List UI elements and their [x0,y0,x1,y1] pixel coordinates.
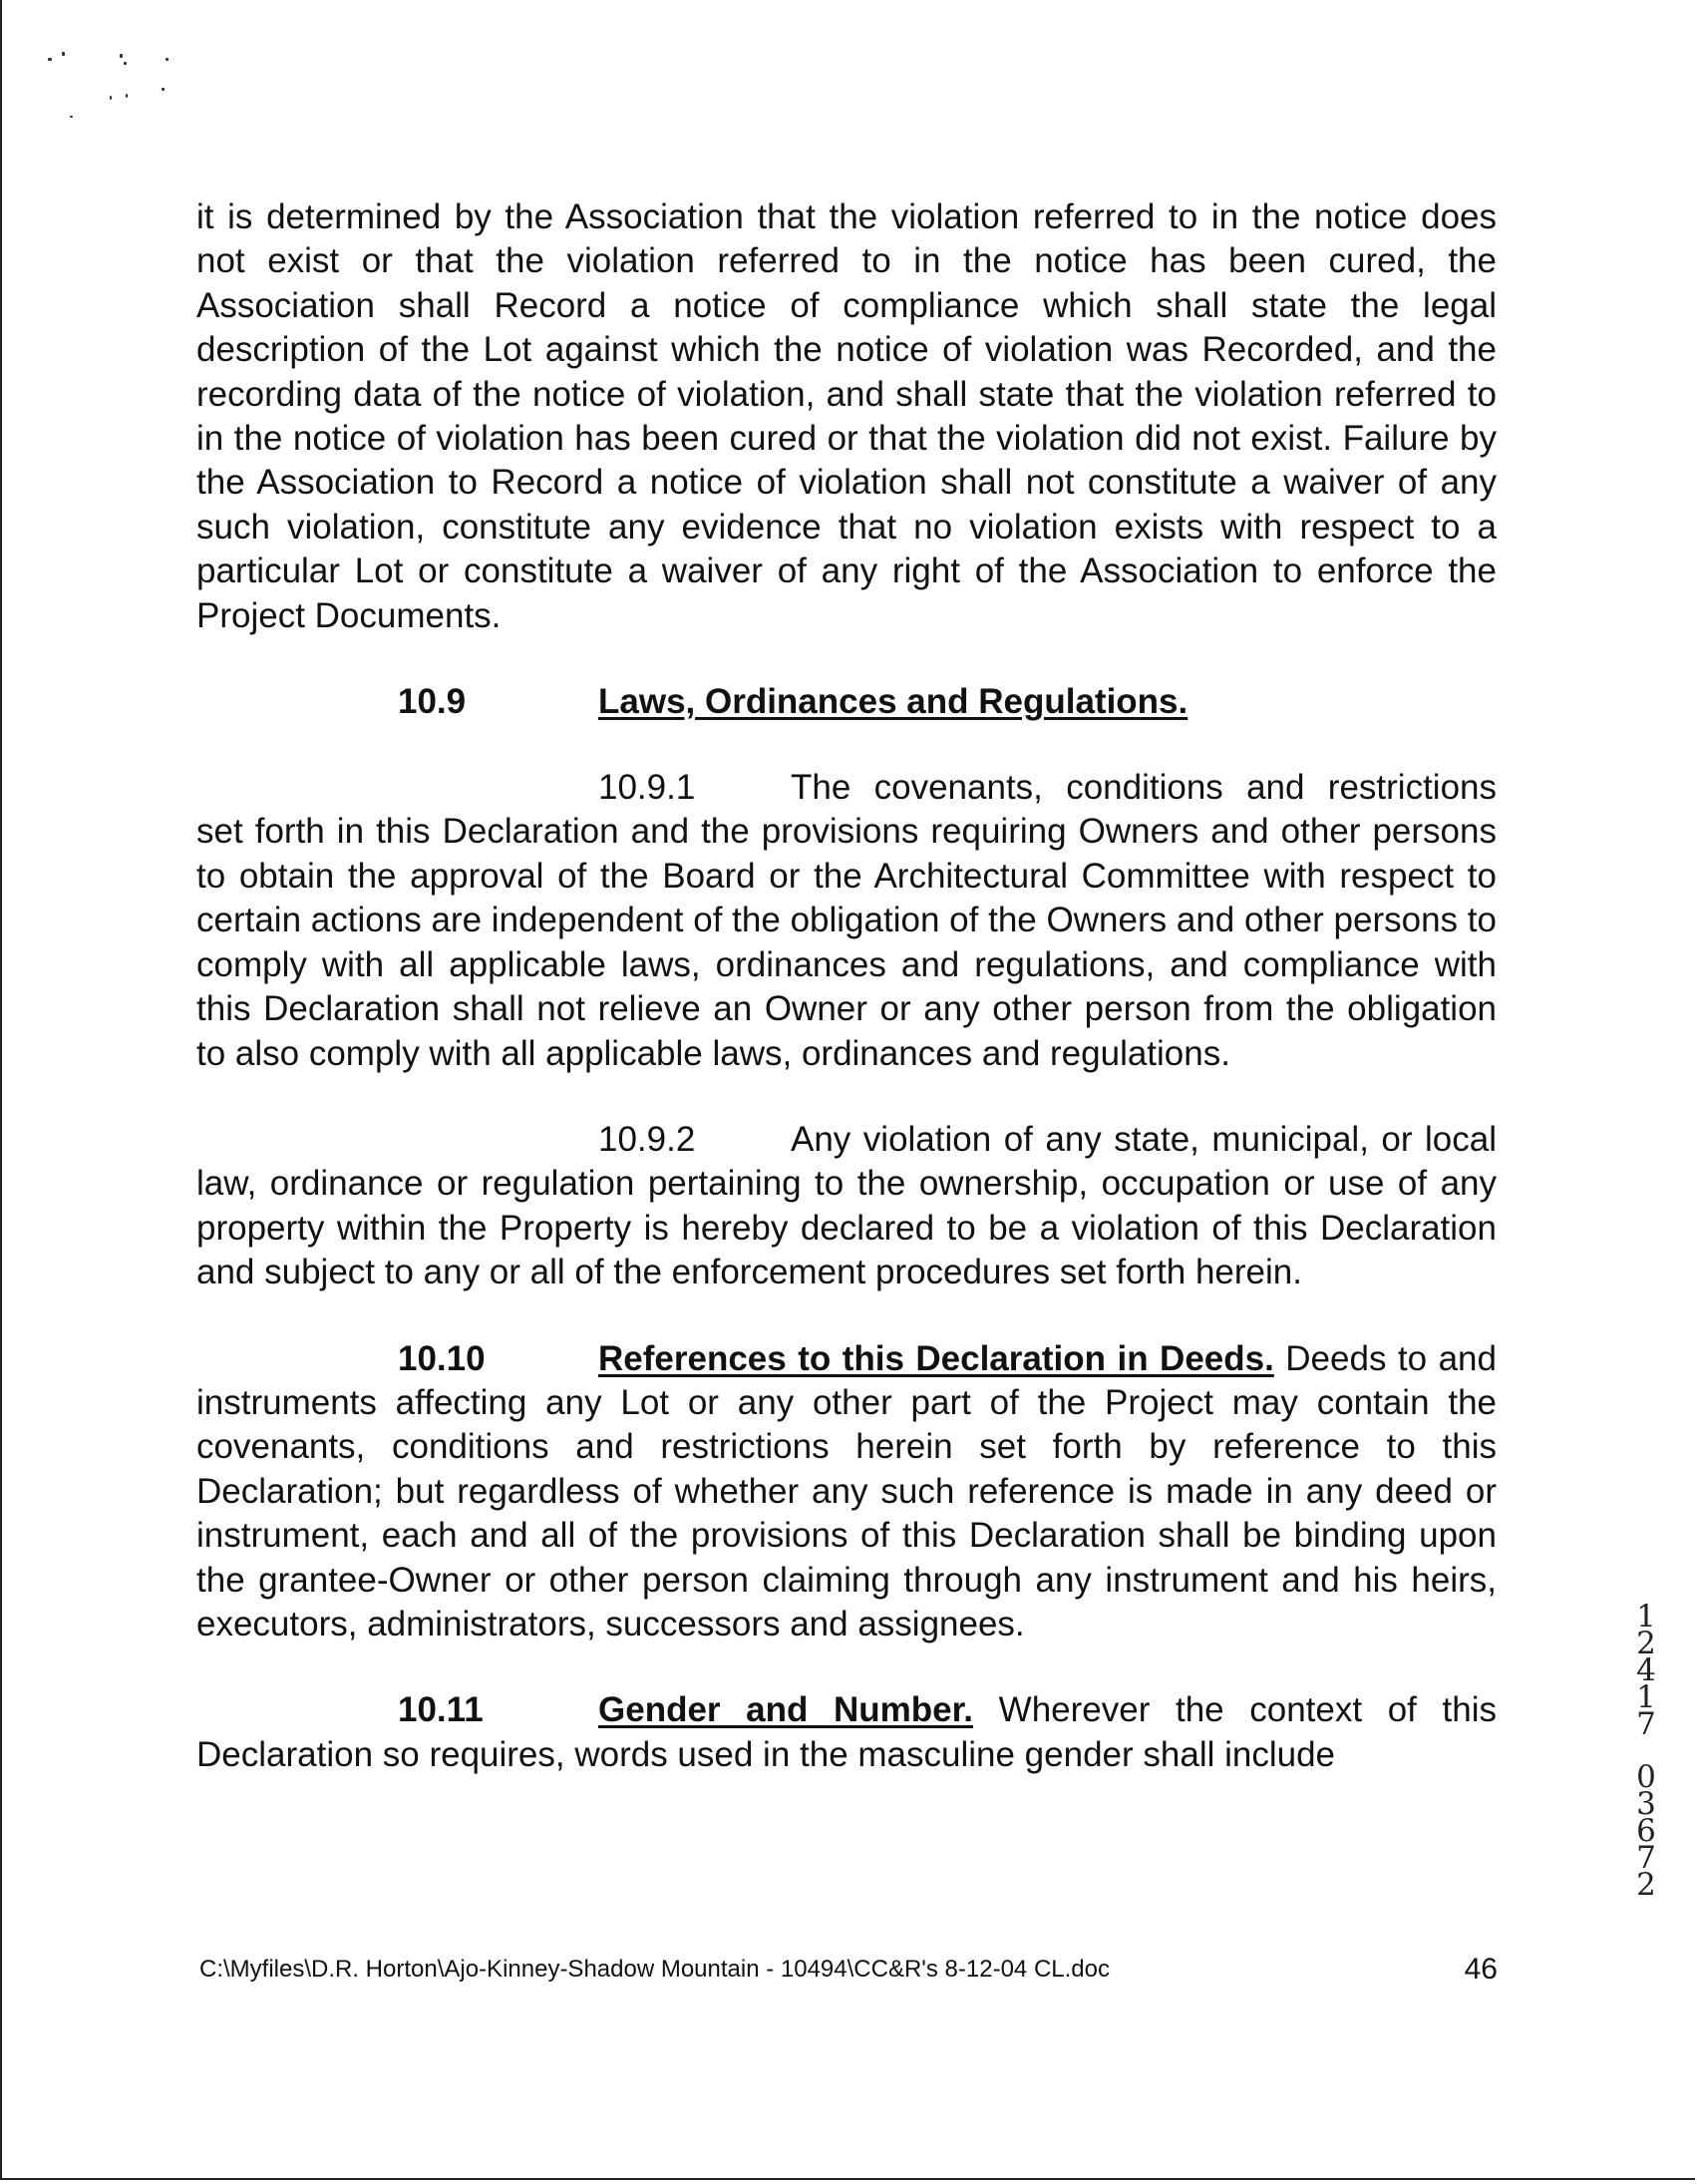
section-10-9-2-text: Any violation of any state, municipal, or local law, ordinance or regulation pertaining to the ownership, occupation or use of any property within the Property is hereby declared to be a violation of this Declaration and subject to any or all of the enforcement procedures set forth herein. [196,1119,1497,1292]
section-10-11-number: 10.11 [398,1690,484,1730]
side-stamp-part-1: 12417 [1636,1599,1656,1742]
side-stamp-part-2: 03672 [1636,1759,1656,1903]
section-10-10-title: References to this Declaration in Deeds. [598,1338,1274,1378]
section-10-10-number: 10.10 [398,1338,486,1378]
section-10-9-2-number: 10.9.2 [598,1119,696,1159]
document-body [196,195,1497,1777]
section-10-9-title: Laws, Ordinances and Regulations. [598,682,1188,722]
section-10-9-1-text: The covenants, conditions and restrictions set forth in this Declaration and the provisions requiring Owners and other persons to obtain the approval of the Board or the Architectural Committee with respect to certain actions are independent of the obligation of the Owners and other persons to comply with all applicable laws, ordinances and regulations, and compliance with this Declaration shall not relieve an Owner or any other person from the obligation to also comply with all applicable laws, ordinances and regulations. [196,768,1497,1073]
paragraph-intro: it is determined by the Association that the violation referred to in the notice does not exist or that the violation referred to in the notice has been cured, the Association shall Record a notice of compliance which shall state the legal description of the Lot against which the notice of violation was Recorded, and the recording data of the notice of violation, and shall state that the violation referred to in the notice of violation has been cured or that the violation did not exist. Failure by the Association to Record a notice of violation shall not constitute a waiver of any such violation, constitute any evidence that no violation exists with respect to a particular Lot or constitute a waiver of any right of the Association to enforce the Project Documents. [196,197,1497,635]
footer-file-path: C:\Myfiles\D.R. Horton\Ajo-Kinney-Shadow Mountain - 10494\CC&R's 8-12-04 CL.doc [199,1956,1110,1983]
section-10-9-number: 10.9 [398,682,467,722]
section-10-9-1-number: 10.9.1 [598,768,696,808]
scan-specks [40,40,179,140]
side-recording-stamp [1633,1599,1659,1903]
section-10-9-heading [196,680,1497,724]
section-10-9-2-paragraph [196,1118,1497,1295]
section-10-11-title: Gender and Number. [598,1690,974,1730]
section-10-11-text: Wherever the context of this Declaration so requires, words used in the masculine gender shall include [196,1690,1497,1774]
section-10-10-text: Deeds to and instruments affecting any Lot or any other part of the Project may contain the covenants, conditions and restrictions herein set forth by reference to this Declaration; but regardless of whether any such reference is made in any deed or instrument, each and all of the provisions of this Declaration shall be binding upon the grantee-Owner or other person claiming through any instrument and his heirs, executors, administrators, successors and assignees. [196,1338,1497,1643]
section-10-9-1-paragraph [196,766,1497,1076]
page-number: 46 [1464,1953,1498,1986]
section-10-11-paragraph [196,1688,1497,1777]
section-10-10-paragraph [196,1337,1497,1647]
